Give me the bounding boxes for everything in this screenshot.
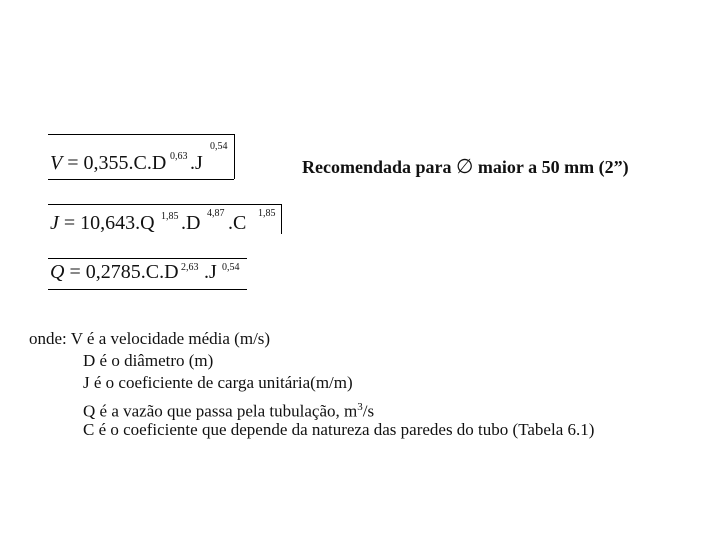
exponent-D: 2,63 bbox=[181, 262, 199, 273]
equation-flow bbox=[50, 261, 179, 284]
eq-C-term: .C bbox=[228, 212, 247, 234]
equation-velocity bbox=[50, 152, 166, 175]
eq-D-term: .D bbox=[181, 212, 201, 234]
exponent-Q: 1,85 bbox=[161, 211, 179, 222]
diameter-icon: ∅ bbox=[456, 156, 474, 178]
eq-J-term: .J bbox=[204, 261, 217, 283]
eq-lhs: V bbox=[50, 152, 63, 174]
eq-lhs: J bbox=[50, 212, 59, 234]
definition-D: D é o diâmetro (m) bbox=[83, 351, 214, 370]
definition-C: C é o coeficiente que depende da natureza das paredes do tubo (Tabela 6.1) bbox=[83, 420, 595, 439]
definition-intro: onde: V é a velocidade média (m/s) bbox=[29, 329, 271, 348]
exponent-J: 0,54 bbox=[222, 262, 240, 273]
exponent-J: 0,54 bbox=[210, 141, 228, 152]
eq-rhs: = 10,643.Q bbox=[63, 212, 155, 234]
eq-rhs: = 0,2785.C.D bbox=[69, 261, 179, 283]
eq-J-term: .J bbox=[190, 152, 203, 174]
equation-head-loss bbox=[50, 212, 155, 235]
exponent-D: 4,87 bbox=[207, 208, 225, 219]
unit-exponent: 3 bbox=[357, 401, 363, 413]
equation-box-right-border bbox=[281, 204, 282, 234]
eq-rhs: = 0,355.C.D bbox=[67, 152, 167, 174]
recommendation-text: Recomendada para ∅ maior a 50 mm (2”) bbox=[302, 156, 629, 178]
definition-Q: Q é a vazão que passa pela tubulação, $m^3/s$ bbox=[83, 401, 375, 421]
exponent-C: 1,85 bbox=[258, 208, 276, 219]
definition-J: J é o coeficiente de carga unitária(m/m) bbox=[83, 373, 353, 392]
equation-box-right-border bbox=[234, 134, 235, 179]
eq-lhs: Q bbox=[50, 261, 65, 283]
exponent-D: 0,63 bbox=[170, 151, 188, 162]
